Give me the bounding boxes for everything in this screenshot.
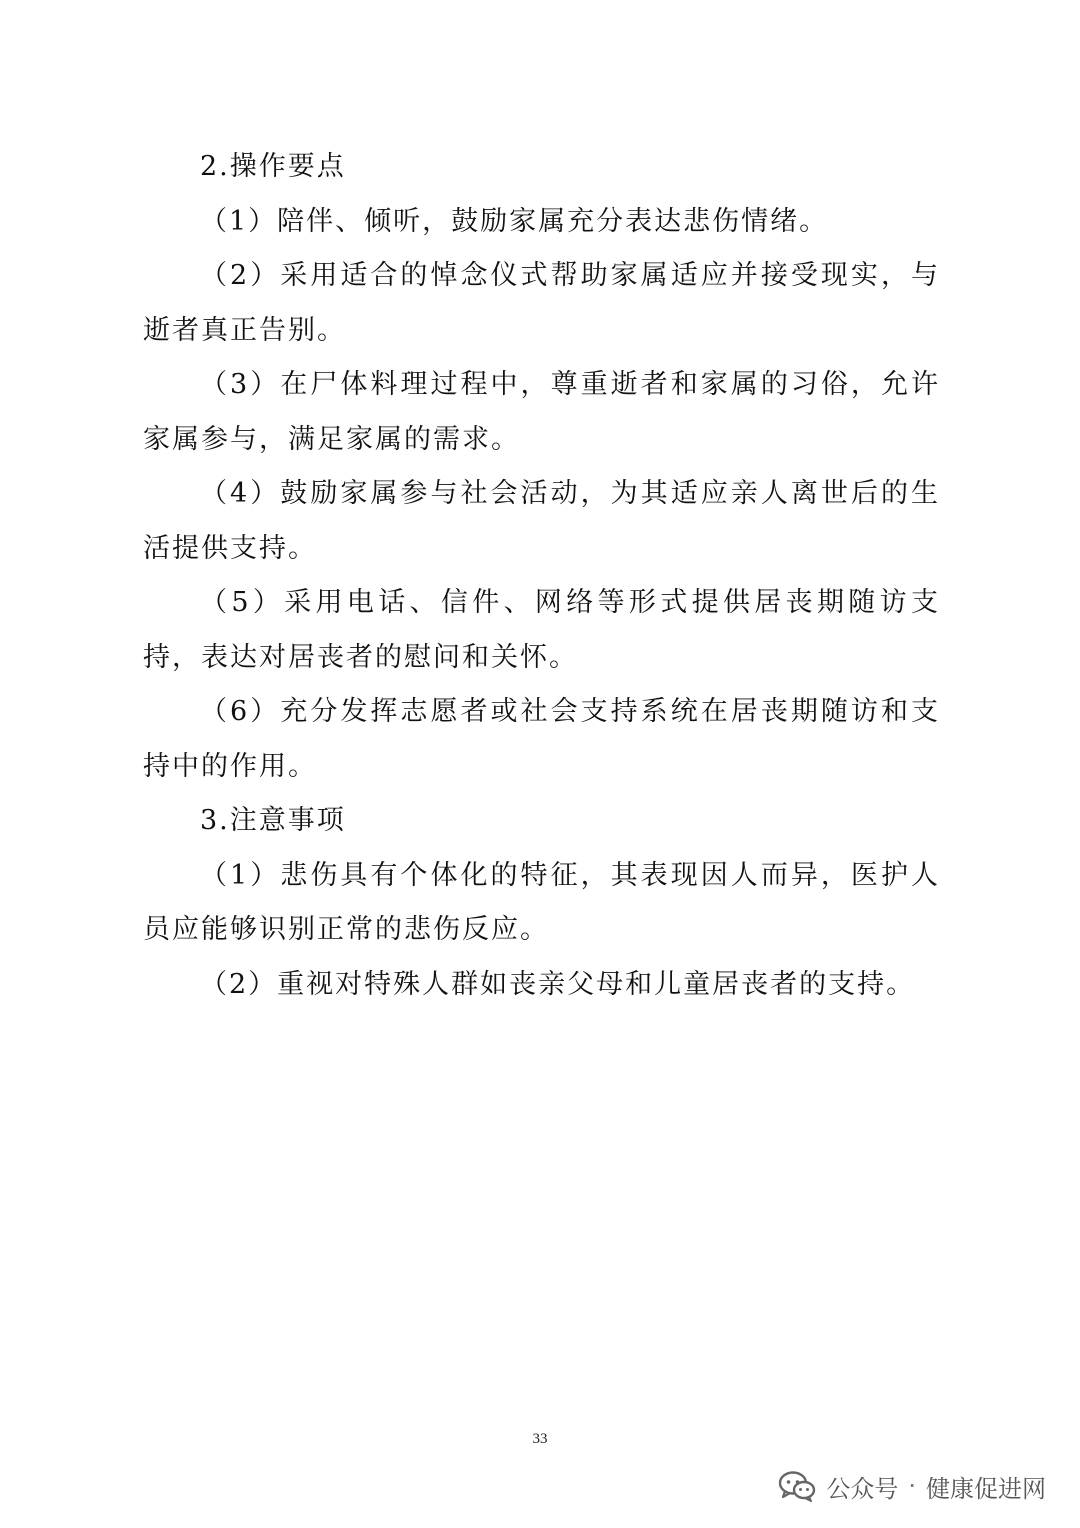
page-number: 33 <box>532 1431 548 1447</box>
list-item: （1）悲伤具有个体化的特征，其表现因人而异，医护人员应能够识别正常的悲伤反应。 <box>143 859 940 945</box>
list-item: （1）陪伴、倾听，鼓励家属充分表达悲伤情绪。 <box>200 205 829 237</box>
watermark-account: 健康促进网 <box>926 1474 1046 1503</box>
list-item: （2）采用适合的悼念仪式帮助家属适应并接受现实，与逝者真正告别。 <box>143 260 940 346</box>
wechat-icon <box>778 1470 816 1502</box>
document-body <box>143 140 940 1012</box>
list-item: （4）鼓励家属参与社会活动，为其适应亲人离世后的生活提供支持。 <box>143 478 940 564</box>
watermark-label: 公众号 <box>826 1474 899 1503</box>
watermark <box>778 1466 1046 1506</box>
section-heading-operation-points: 2.操作要点 <box>200 151 346 182</box>
watermark-separator: · <box>908 1472 916 1500</box>
list-item: （5）采用电话、信件、网络等形式提供居丧期随访支持，表达对居丧者的慰问和关怀。 <box>143 587 940 673</box>
list-item: （2）重视对特殊人群如丧亲父母和儿童居丧者的支持。 <box>200 968 916 1000</box>
section-heading-precautions: 3.注意事项 <box>200 805 346 836</box>
list-item: （3）在尸体料理过程中，尊重逝者和家属的习俗，允许家属参与，满足家属的需求。 <box>143 369 940 455</box>
list-item: （6）充分发挥志愿者或社会支持系统在居丧期随访和支持中的作用。 <box>143 696 940 782</box>
